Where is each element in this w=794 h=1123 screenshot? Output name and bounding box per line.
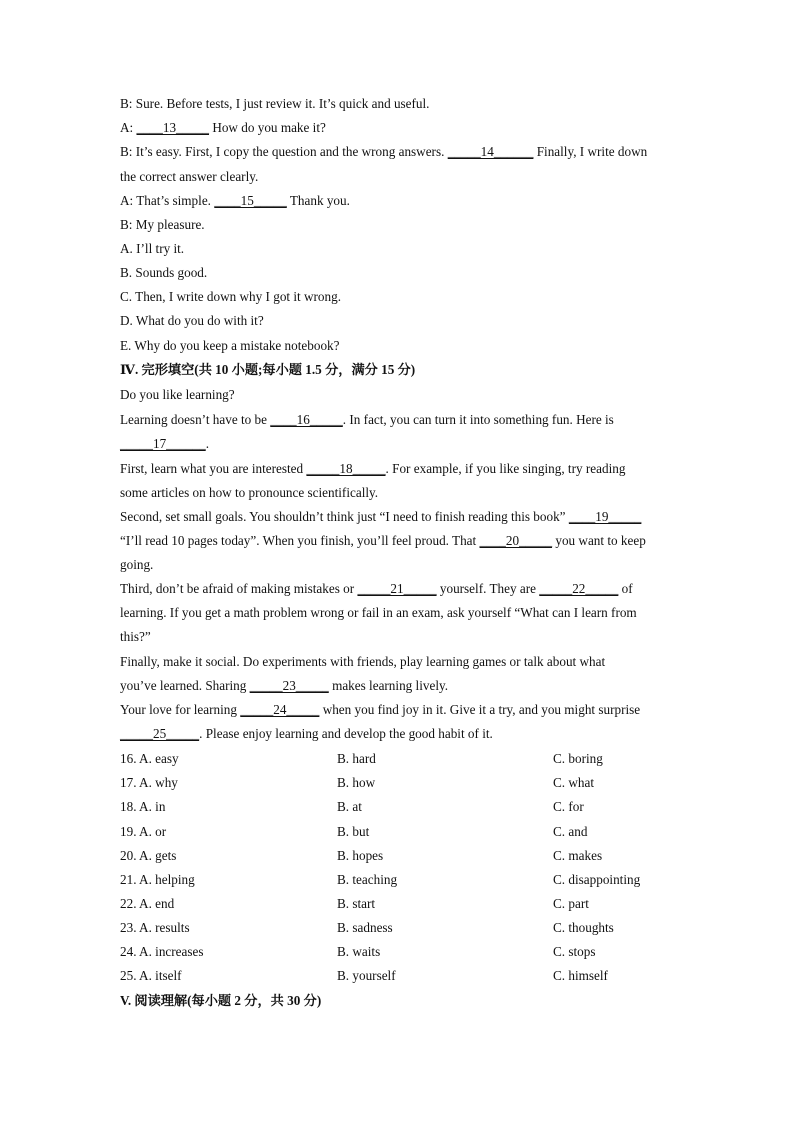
passage-line: learning. If you get a math problem wrong or fail in an exam, ask yourself “What can I learn from <box>120 605 637 620</box>
question-25-option-c[interactable]: C. himself <box>553 968 608 983</box>
blank-17[interactable]: _____17______ <box>120 436 206 451</box>
blank-23[interactable]: _____23_____ <box>249 678 329 693</box>
passage-line: Your love for learning _____24_____ when you find joy in it. Give it a try, and you might surprise <box>120 702 641 717</box>
question-22-option-a[interactable]: 22. A. end <box>120 896 175 911</box>
dialog-option: B. Sounds good. <box>120 265 208 280</box>
passage-line: you’ve learned. Sharing _____23_____ makes learning lively. <box>120 678 449 693</box>
question-24-option-a[interactable]: 24. A. increases <box>120 944 204 959</box>
passage-line: “I’ll read 10 pages today”. When you finish, you’ll feel proud. That ____20_____ you want to keep <box>120 533 646 548</box>
passage-line: Third, don’t be afraid of making mistakes or _____21_____ yourself. They are _____22_____ of <box>120 581 633 596</box>
dialog-line: A: ____13_____ How do you make it? <box>120 120 326 135</box>
passage-line: Learning doesn’t have to be ____16_____. In fact, you can turn it into something fun. Here is <box>120 412 614 427</box>
question-20-option-c[interactable]: C. makes <box>553 848 603 863</box>
passage-line: some articles on how to pronounce scientifically. <box>120 485 379 500</box>
question-18-option-b[interactable]: B. at <box>337 799 362 814</box>
section-heading: Ⅳ. 完形填空(共 10 小题;每小题 1.5 分，满分 15 分) <box>120 362 416 377</box>
blank-20[interactable]: ____20_____ <box>479 533 553 548</box>
question-21-option-a[interactable]: 21. A. helping <box>120 872 195 887</box>
blank-18[interactable]: _____18_____ <box>306 461 386 476</box>
question-24-option-c[interactable]: C. stops <box>553 944 596 959</box>
dialog-option: A. I’ll try it. <box>120 241 185 256</box>
question-23-option-c[interactable]: C. thoughts <box>553 920 614 935</box>
dialog-line: A: That’s simple. ____15_____ Thank you. <box>120 193 350 208</box>
passage-title: Do you like learning? <box>120 387 235 402</box>
question-19-option-a[interactable]: 19. A. or <box>120 824 167 839</box>
blank-15[interactable]: ____15_____ <box>214 193 287 208</box>
question-23-option-b[interactable]: B. sadness <box>337 920 393 935</box>
dialog-line: the correct answer clearly. <box>120 169 259 184</box>
question-16-option-b[interactable]: B. hard <box>337 751 376 766</box>
dialog-option: C. Then, I write down why I got it wrong. <box>120 289 341 304</box>
section-heading: V. 阅读理解(每小题 2 分，共 30 分) <box>120 993 322 1008</box>
question-16-option-c[interactable]: C. boring <box>553 751 603 766</box>
dialog-option: E. Why do you keep a mistake notebook? <box>120 338 340 353</box>
question-20-option-a[interactable]: 20. A. gets <box>120 848 177 863</box>
blank-24[interactable]: _____24_____ <box>240 702 320 717</box>
passage-line: Finally, make it social. Do experiments with friends, play learning games or talk about what <box>120 654 606 669</box>
question-25-option-b[interactable]: B. yourself <box>337 968 396 983</box>
question-17-option-c[interactable]: C. what <box>553 775 595 790</box>
passage-line: _____17______. <box>120 436 210 451</box>
blank-14[interactable]: _____14______ <box>447 144 534 159</box>
passage-line: going. <box>120 557 154 572</box>
blank-19[interactable]: ____19_____ <box>568 509 642 524</box>
question-20-option-b[interactable]: B. hopes <box>337 848 384 863</box>
question-17-option-a[interactable]: 17. A. why <box>120 775 178 790</box>
question-18-option-c[interactable]: C. for <box>553 799 584 814</box>
blank-16[interactable]: ____16_____ <box>270 412 343 427</box>
blank-25[interactable]: _____25_____ <box>120 726 200 741</box>
question-23-option-a[interactable]: 23. A. results <box>120 920 190 935</box>
question-22-option-c[interactable]: C. part <box>553 896 589 911</box>
passage-line: this?” <box>120 629 151 644</box>
question-17-option-b[interactable]: B. how <box>337 775 376 790</box>
question-22-option-b[interactable]: B. start <box>337 896 376 911</box>
question-21-option-b[interactable]: B. teaching <box>337 872 398 887</box>
question-18-option-a[interactable]: 18. A. in <box>120 799 166 814</box>
question-25-option-a[interactable]: 25. A. itself <box>120 968 182 983</box>
blank-21[interactable]: _____21_____ <box>357 581 437 596</box>
blank-13[interactable]: ____13_____ <box>136 120 210 135</box>
question-16-option-a[interactable]: 16. A. easy <box>120 751 179 766</box>
passage-line: _____25_____. Please enjoy learning and develop the good habit of it. <box>120 726 493 741</box>
blank-22[interactable]: _____22_____ <box>539 581 619 596</box>
passage-line: First, learn what you are interested _____18_____. For example, if you like singing, try reading <box>120 461 626 476</box>
passage-line: Second, set small goals. You shouldn’t think just “I need to finish reading this book” ____19_____ <box>120 509 642 524</box>
dialog-line: B: Sure. Before tests, I just review it. It’s quick and useful. <box>120 96 430 111</box>
dialog-option: D. What do you do with it? <box>120 313 264 328</box>
question-19-option-c[interactable]: C. and <box>553 824 588 839</box>
question-24-option-b[interactable]: B. waits <box>337 944 381 959</box>
dialog-line: B: It’s easy. First, I copy the question and the wrong answers. _____14______ Finally, I write down <box>120 144 648 159</box>
question-19-option-b[interactable]: B. but <box>337 824 370 839</box>
question-21-option-c[interactable]: C. disappointing <box>553 872 641 887</box>
dialog-line: B: My pleasure. <box>120 217 205 232</box>
